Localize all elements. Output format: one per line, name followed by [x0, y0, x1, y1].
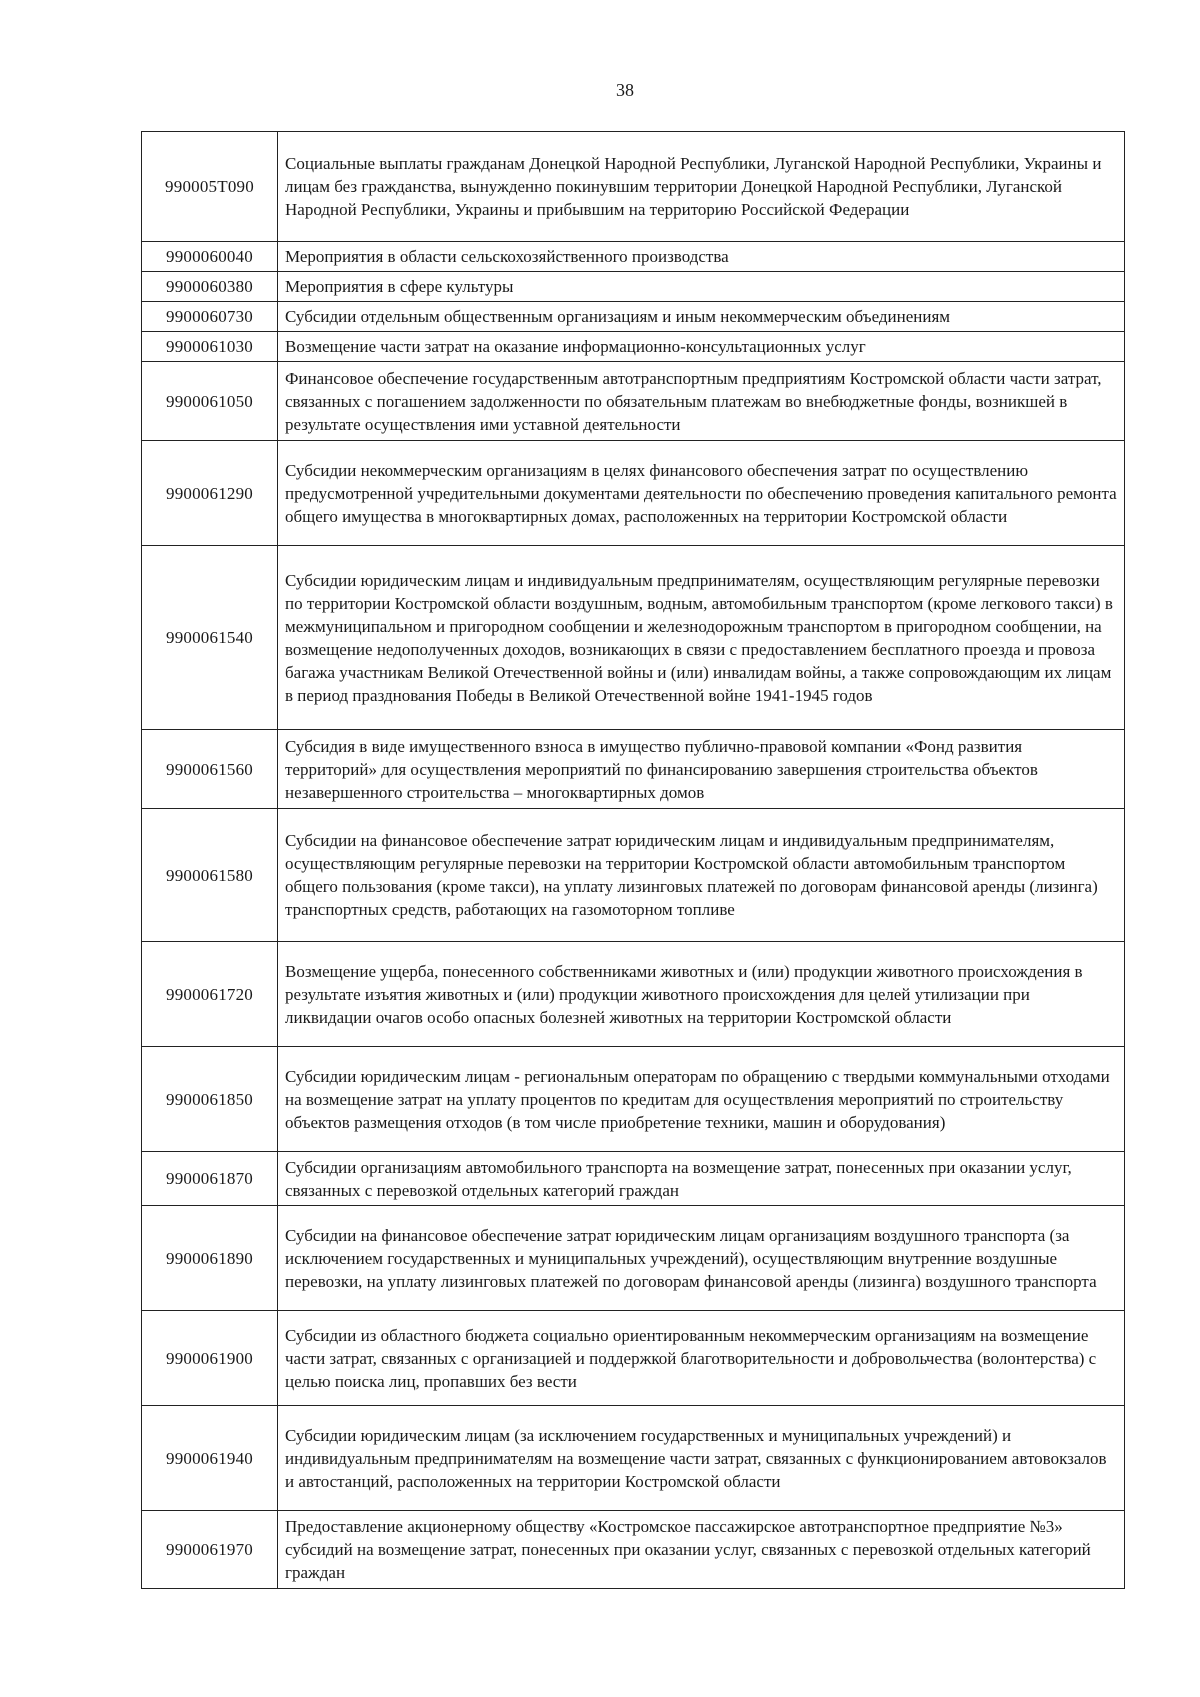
- row-description: Субсидии юридическим лицам и индивидуальным предпринимателям, осуществляющим регулярные перевозки по территории Костромской области воздушным, водным, автомобильным транспортом (кроме легкового такси) в межмуниципальном и пригородном сообщении и железнодорожным транспортом в пригородном сообщении, на возмещение недополученных доходов, возникающих в связи с предоставлением бесплатного проезда и провоза багажа участникам Великой Отечественной войны и (или) инвалидам войны, а также сопровождающим их лицам в период празднования Победы в Великой Отечественной войне 1941-1945 годов: [278, 546, 1125, 730]
- row-description: Социальные выплаты гражданам Донецкой Народной Республики, Луганской Народной Республики, Украины и лицам без гражданства, вынужденно покинувшим территории Донецкой Народной Республики, Луганской Народной Республики, Украины и прибывшим на территорию Российской Федерации: [278, 132, 1125, 242]
- row-code: 9900061940: [142, 1406, 278, 1511]
- row-description: Субсидии юридическим лицам (за исключением государственных и муниципальных учреждений) и индивидуальным предпринимателям на возмещение части затрат, связанных с функционированием автовокзалов и автостанций, расположенных на территории Костромской области: [278, 1406, 1125, 1511]
- row-description: Субсидии из областного бюджета социально ориентированным некоммерческим организациям на возмещение части затрат, связанных с организацией и поддержкой благотворительности и добровольчества (волонтерства) с целью поиска лиц, пропавших без вести: [278, 1311, 1125, 1406]
- row-description: Предоставление акционерному обществу «Костромское пассажирское автотранспортное предприятие №3» субсидий на возмещение затрат, понесенных при оказании услуг, связанных с перевозкой отдельных категорий граждан: [278, 1511, 1125, 1589]
- row-description: Субсидии юридическим лицам - региональным операторам по обращению с твердыми коммунальными отходами на возмещение затрат на уплату процентов по кредитам для осуществления мероприятий по строительству объектов размещения отходов (в том числе приобретение техники, машин и оборудования): [278, 1047, 1125, 1152]
- row-code: 9900060040: [142, 242, 278, 272]
- row-code: 990005T090: [142, 132, 278, 242]
- row-description: Мероприятия в сфере культуры: [278, 272, 1125, 302]
- row-description: Субсидии организациям автомобильного транспорта на возмещение затрат, понесенных при оказании услуг, связанных с перевозкой отдельных категорий граждан: [278, 1152, 1125, 1206]
- row-description: Финансовое обеспечение государственным автотранспортным предприятиям Костромской области части затрат, связанных с погашением задолженности по обязательным платежам во внебюджетные фонды, возникшей в результате осуществления ими уставной деятельности: [278, 362, 1125, 441]
- row-code: 9900060730: [142, 302, 278, 332]
- row-description: Возмещение части затрат на оказание информационно-консультационных услуг: [278, 332, 1125, 362]
- row-code: 9900061290: [142, 441, 278, 546]
- row-code: 9900061900: [142, 1311, 278, 1406]
- row-code: 9900061050: [142, 362, 278, 441]
- row-code: 9900061540: [142, 546, 278, 730]
- row-code: 9900061970: [142, 1511, 278, 1589]
- row-description: Возмещение ущерба, понесенного собственниками животных и (или) продукции животного происхождения в результате изъятия животных и (или) продукции животного происхождения для целей утилизации при ликвидации очагов особо опасных болезней животных на территории Костромской области: [278, 942, 1125, 1047]
- page-number: 38: [616, 80, 634, 100]
- row-code: 9900061030: [142, 332, 278, 362]
- row-code: 9900061850: [142, 1047, 278, 1152]
- row-description: Мероприятия в области сельскохозяйственного производства: [278, 242, 1125, 272]
- row-code: 9900061720: [142, 942, 278, 1047]
- row-code: 9900061580: [142, 809, 278, 942]
- row-description: Субсидии на финансовое обеспечение затрат юридическим лицам организациям воздушного транспорта (за исключением государственных и муниципальных учреждений), осуществляющим внутренние воздушные перевозки, на уплату лизинговых платежей по договорам финансовой аренды (лизинга) воздушного транспорта: [278, 1206, 1125, 1311]
- row-description: Субсидии на финансовое обеспечение затрат юридическим лицам и индивидуальным предпринимателям, осуществляющим регулярные перевозки на территории Костромской области автомобильным транспортом общего пользования (кроме такси), на уплату лизинговых платежей по договорам финансовой аренды (лизинга) транспортных средств, работающих на газомоторном топливе: [278, 809, 1125, 942]
- row-description: Субсидии отдельным общественным организациям и иным некоммерческим объединениям: [278, 302, 1125, 332]
- row-description: Субсидии некоммерческим организациям в целях финансового обеспечения затрат по осуществлению предусмотренной учредительными документами деятельности по обеспечению проведения капитального ремонта общего имущества в многоквартирных домах, расположенных на территории Костромской области: [278, 441, 1125, 546]
- row-code: 9900061890: [142, 1206, 278, 1311]
- row-code: 9900061560: [142, 730, 278, 809]
- row-description: Субсидия в виде имущественного взноса в имущество публично-правовой компании «Фонд развития территорий» для осуществления мероприятий по финансированию завершения строительства объектов незавершенного строительства – многоквартирных домов: [278, 730, 1125, 809]
- budget-codes-table: [141, 131, 1125, 1589]
- row-code: 9900061870: [142, 1152, 278, 1206]
- row-code: 9900060380: [142, 272, 278, 302]
